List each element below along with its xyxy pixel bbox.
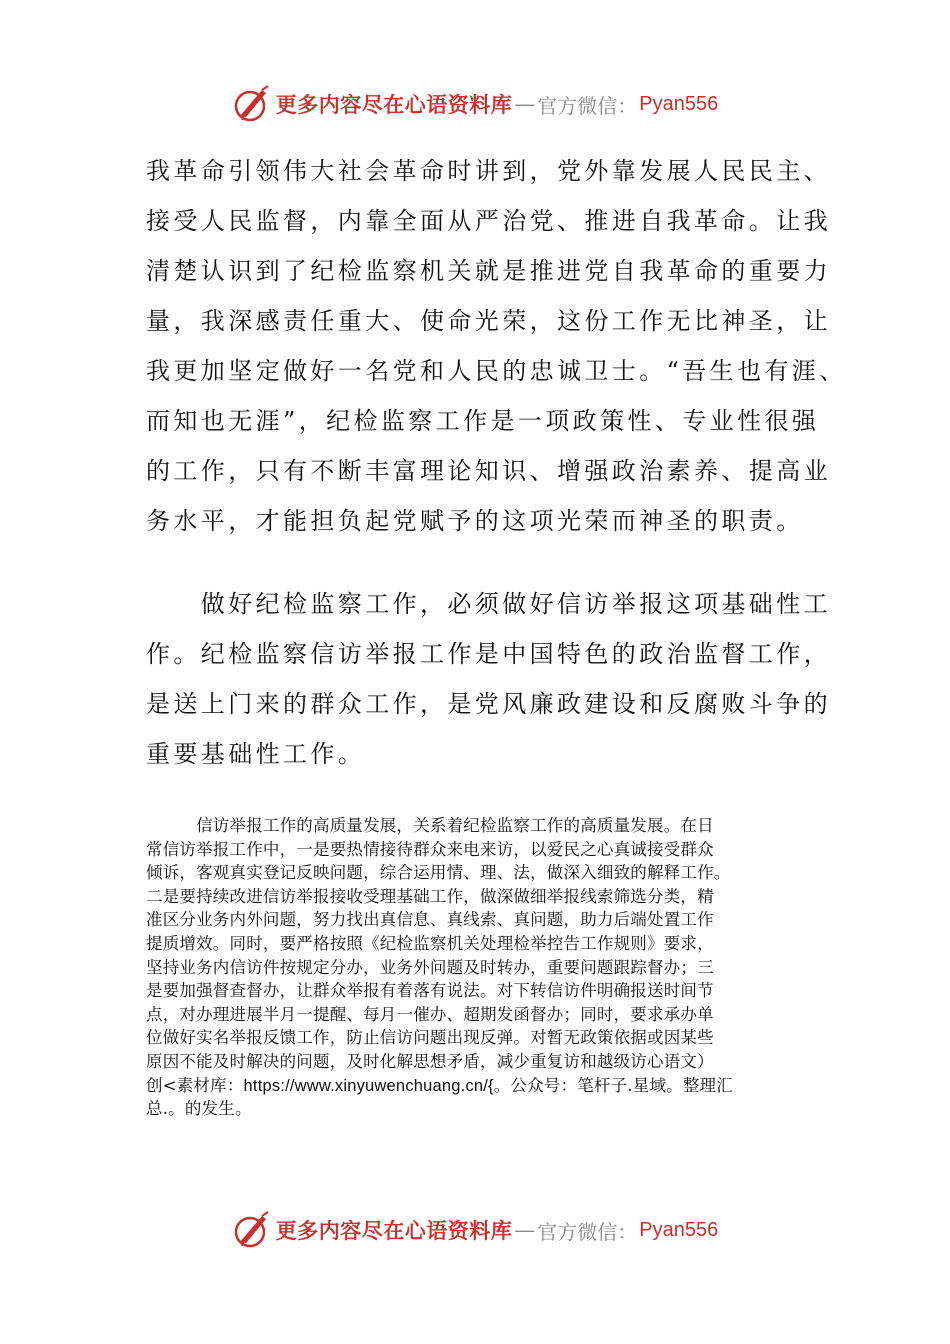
footer-banner xyxy=(0,1208,950,1252)
text-line: 是要加强督查督办，让群众举报有着落有说法。对下转信访件明确报送时间节 xyxy=(146,981,714,1001)
header-banner xyxy=(0,82,950,126)
banner-wechat-id: Pyan556 xyxy=(639,1218,719,1241)
text-line: 的工作，只有不断丰富理论知识、增强政治素养、提高业 xyxy=(146,457,831,485)
text-line: 位做好实名举报反馈工作，防止信访问题出现反弹。对暂无政策依据或因某些 xyxy=(146,1028,714,1048)
banner-title: 更多内容尽在心语资料库 xyxy=(275,1218,513,1243)
source-url[interactable]: https://www.xinyuwenchuang.cn/{ xyxy=(243,1076,494,1095)
text-line: 我革命引领伟大社会革命时讲到，党外靠发展人民民主、 xyxy=(146,157,831,185)
text-line: 务水平，才能担负起党赋予的这项光荣而神圣的职责。 xyxy=(146,507,804,535)
text-line: 清楚认识到了纪检监察机关就是推进党自我革命的重要力 xyxy=(146,257,831,285)
text-line: 常信访举报工作中，一是要热情接待群众来电来访，以爱民之心真诚接受群众 xyxy=(146,839,714,859)
source-suffix: 。公众号：笔杆子.星域。整理汇 xyxy=(493,1075,733,1095)
text-line: 量，我深感责任重大、使命光荣，这份工作无比神圣，让 xyxy=(146,307,831,335)
text-line: 倾诉，客观真实登记反映问题，综合运用情、理、法，做深入细致的解释工作。 xyxy=(146,863,731,883)
banner-dash: — xyxy=(514,92,536,116)
text-line: 我更加坚定做好一名党和人民的忠诚卫士。“吾生也有涯、 xyxy=(146,357,847,385)
paragraph-3 xyxy=(146,814,806,1121)
text-line: 原因不能及时解决的问题，及时化解思想矛盾，减少重复访和越级访心语文） xyxy=(146,1051,714,1071)
quill-logo-icon xyxy=(232,84,272,124)
text-line: 准区分业务内外问题，努力找出真信息、真线索、真问题，助力后端处置工作 xyxy=(146,910,714,930)
text-line: 接受人民监督，内靠全面从严治党、推进自我革命。让我 xyxy=(146,207,831,235)
text-line: 信访举报工作的高质量发展，关系着纪检监察工作的高质量发展。在日 xyxy=(146,816,714,835)
paragraph-2 xyxy=(146,579,831,779)
source-prefix: 创<素材库： xyxy=(146,1075,244,1095)
quill-logo-icon xyxy=(232,1210,272,1250)
banner-contact-label: 官方微信： xyxy=(537,93,638,118)
text-line: 坚持业务内信访件按规定分办，业务外问题及时转办，重要问题跟踪督办；三 xyxy=(146,957,714,977)
text-line: 提质增效。同时，要严格按照《纪检监察机关处理检举控告工作规则》要求， xyxy=(146,933,714,953)
text-line: 做好纪检监察工作，必须做好信访举报这项基础性工 xyxy=(146,590,831,618)
banner-contact-label: 官方微信： xyxy=(537,1219,638,1244)
paragraph-1 xyxy=(146,146,847,546)
text-line: 重要基础性工作。 xyxy=(146,740,366,768)
text-line: 作。纪检监察信访举报工作是中国特色的政治监督工作， xyxy=(146,640,831,668)
text-line: 点，对办理进展半月一提醒、每月一催办、超期发函督办；同时，要求承办单 xyxy=(146,1004,714,1024)
text-line: 而知也无涯”，纪检监察工作是一项政策性、专业性很强 xyxy=(146,407,820,435)
text-line: 总.。的发生。 xyxy=(146,1099,252,1119)
text-line: 二是要持续改进信访举报接收受理基础工作，做深做细举报线索筛选分类，精 xyxy=(146,886,714,906)
banner-wechat-id: Pyan556 xyxy=(639,92,719,115)
banner-title: 更多内容尽在心语资料库 xyxy=(275,92,513,117)
text-line-with-url xyxy=(146,1074,806,1098)
text-line: 是送上门来的群众工作，是党风廉政建设和反腐败斗争的 xyxy=(146,690,831,718)
banner-dash: — xyxy=(514,1218,536,1242)
